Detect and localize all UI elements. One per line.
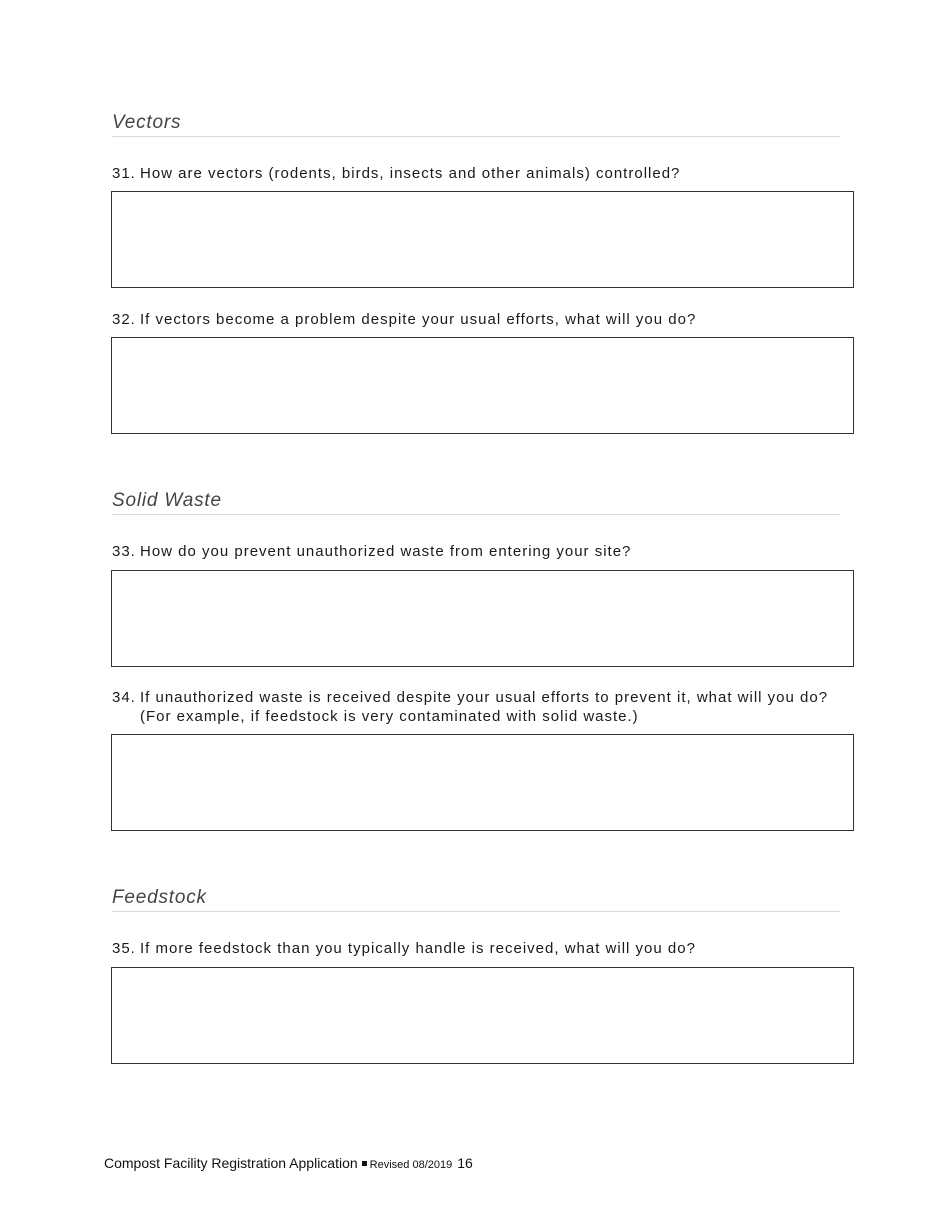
section-heading-solid-waste: Solid Waste bbox=[112, 490, 840, 515]
footer-title: Compost Facility Registration Application bbox=[104, 1155, 358, 1171]
section-heading-feedstock: Feedstock bbox=[112, 887, 840, 912]
question-35 bbox=[112, 939, 832, 958]
question-33 bbox=[112, 542, 832, 561]
question-number: 32. bbox=[112, 311, 136, 328]
question-31 bbox=[112, 164, 832, 183]
question-34 bbox=[112, 688, 850, 726]
question-text: How do you prevent unauthorized waste from entering your site? bbox=[140, 543, 632, 560]
section-heading-vectors: Vectors bbox=[112, 112, 840, 137]
page-number: 16 bbox=[457, 1155, 473, 1171]
question-text: How are vectors (rodents, birds, insects and other animals) controlled? bbox=[140, 165, 681, 182]
question-number: 31. bbox=[112, 165, 136, 182]
question-number: 35. bbox=[112, 940, 136, 957]
question-text: If unauthorized waste is received despite your usual efforts to prevent it, what will you do? (For example, if feedstock is very contaminated with solid waste.) bbox=[140, 689, 829, 725]
bullet-separator-icon bbox=[362, 1161, 367, 1166]
question-text: If vectors become a problem despite your usual efforts, what will you do? bbox=[140, 311, 697, 328]
footer-revised-date: Revised 08/2019 bbox=[369, 1159, 453, 1171]
answer-field-31[interactable] bbox=[111, 191, 854, 288]
answer-field-34[interactable] bbox=[111, 734, 854, 831]
question-32 bbox=[112, 310, 832, 329]
question-number: 33. bbox=[112, 543, 136, 560]
answer-field-32[interactable] bbox=[111, 337, 854, 434]
question-number: 34. bbox=[112, 689, 136, 706]
page-footer bbox=[104, 1155, 473, 1171]
question-text: If more feedstock than you typically handle is received, what will you do? bbox=[140, 940, 696, 957]
answer-field-35[interactable] bbox=[111, 967, 854, 1064]
answer-field-33[interactable] bbox=[111, 570, 854, 667]
